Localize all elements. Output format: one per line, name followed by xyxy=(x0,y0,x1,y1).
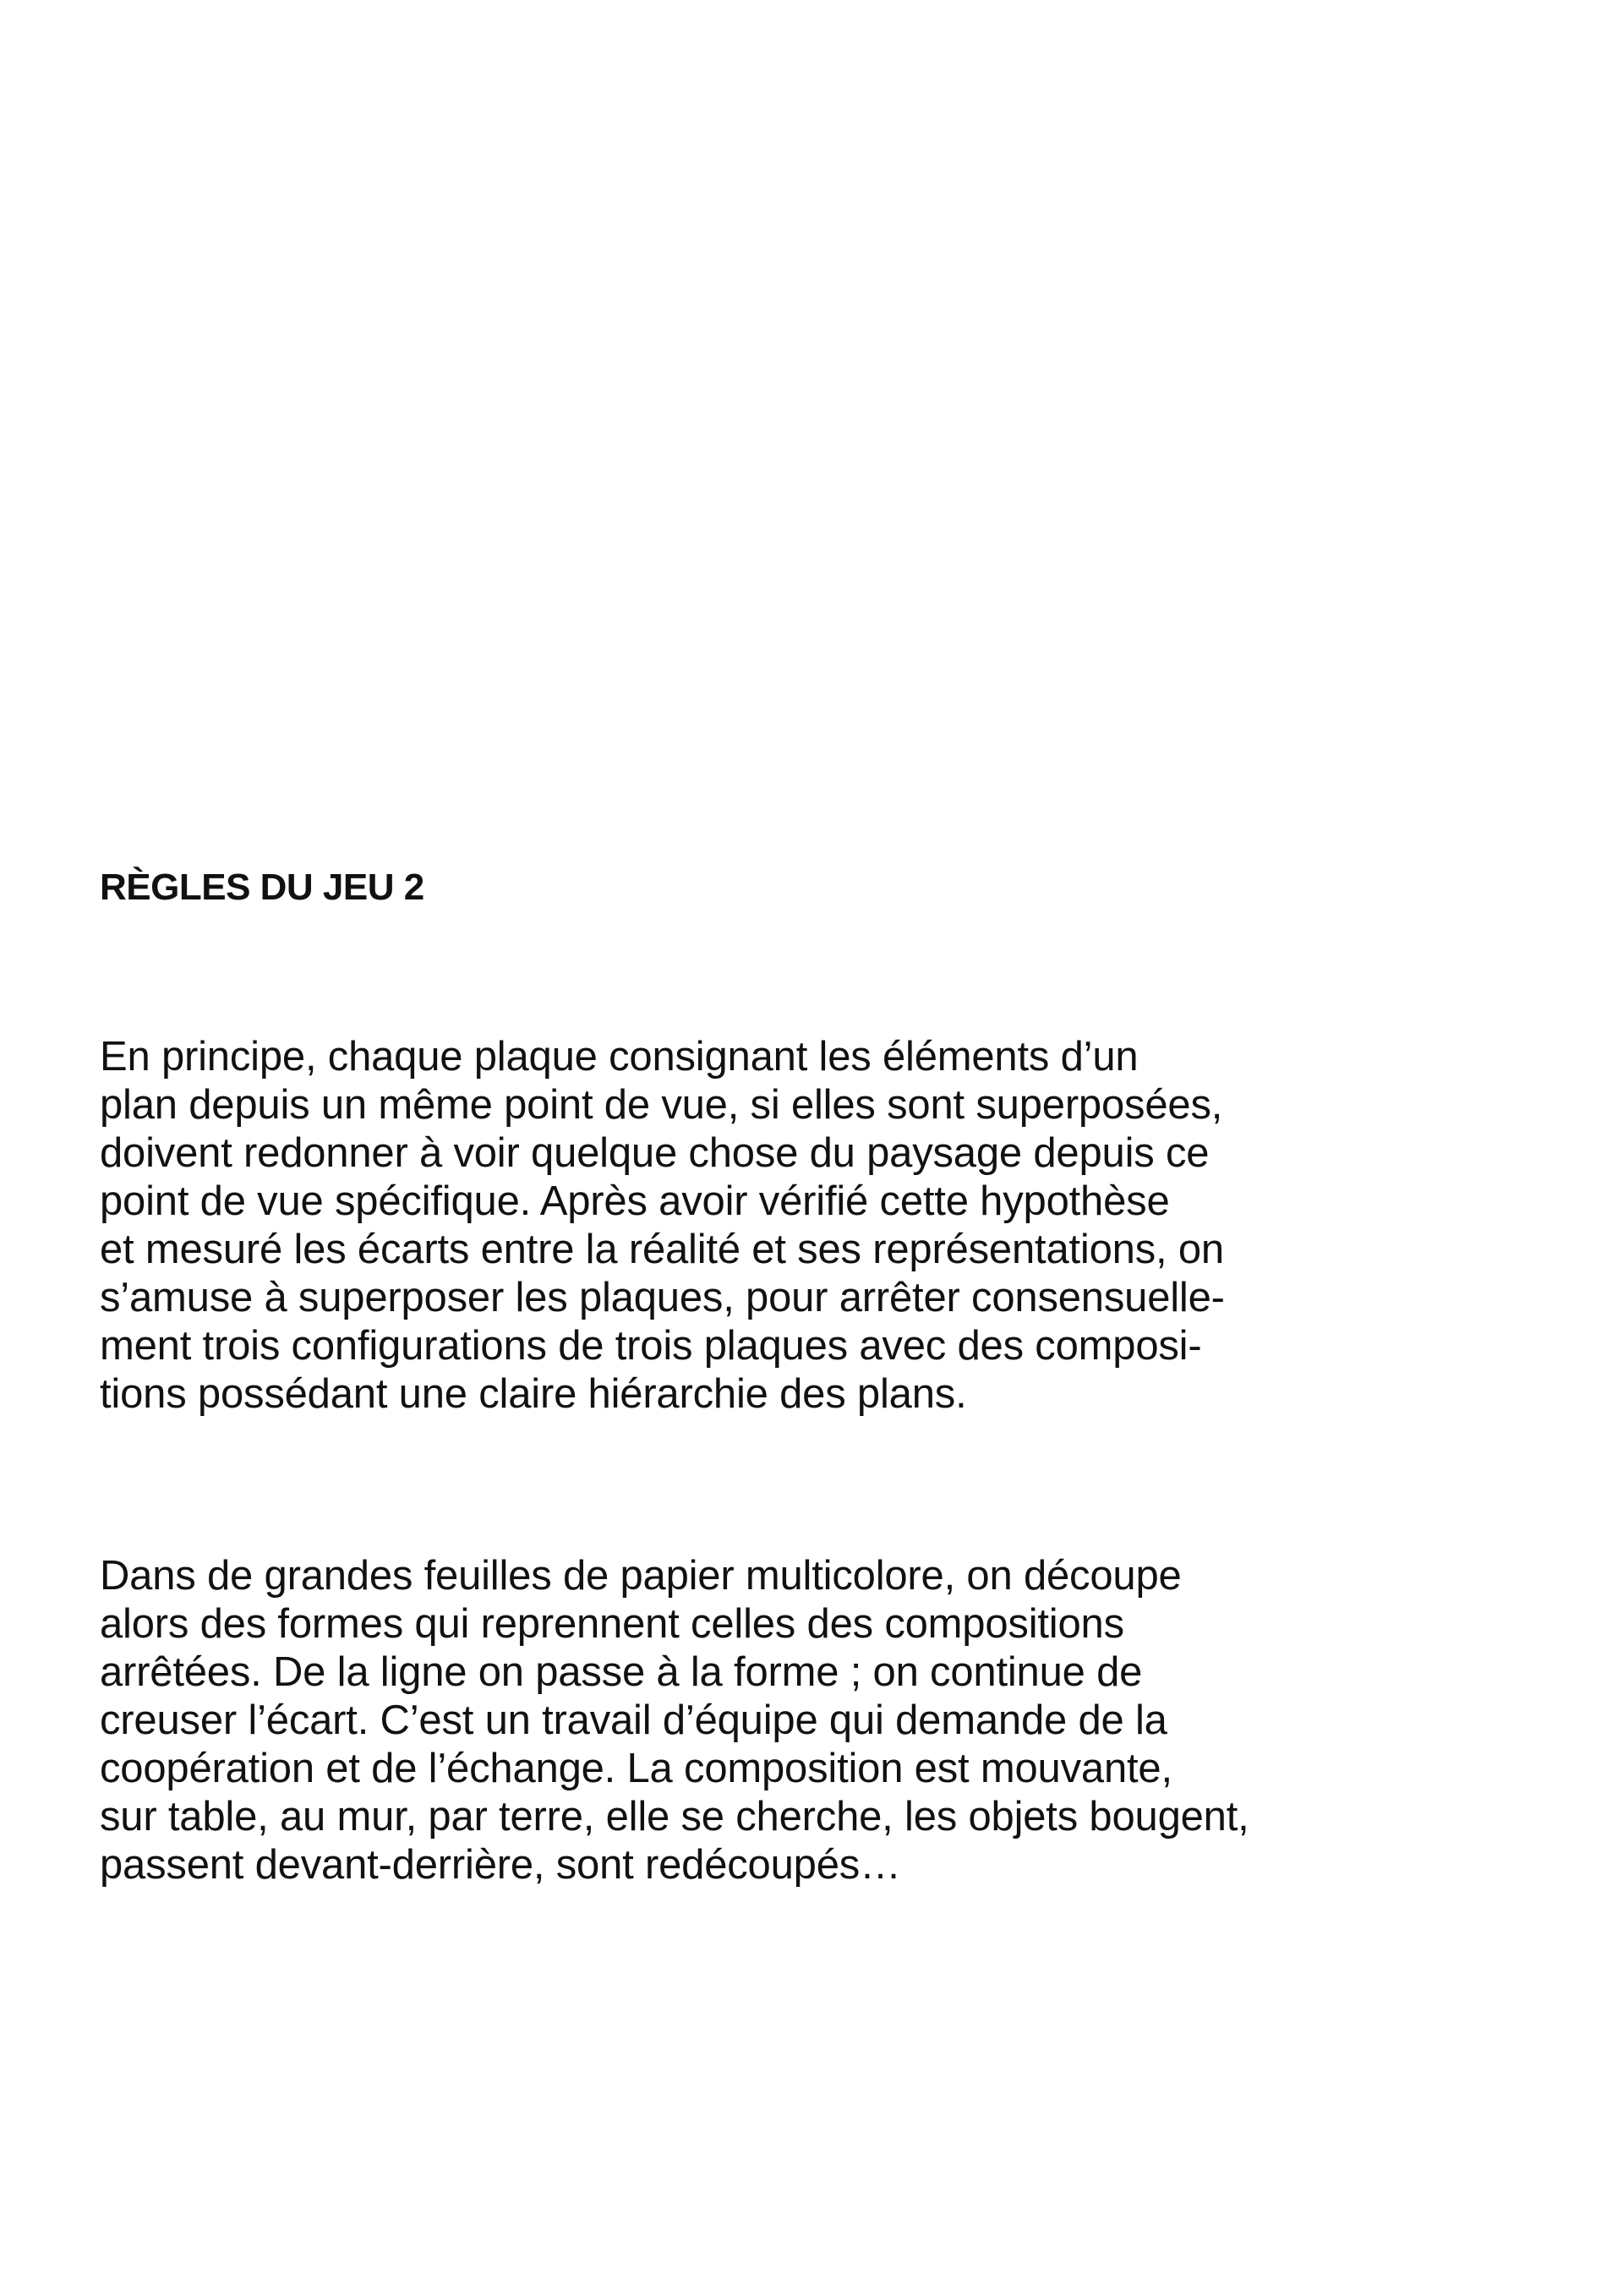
paragraph-2-line: passent devant-derrière, sont redécoupés… xyxy=(100,1842,901,1888)
paragraph-2-line: Dans de grandes feuilles de papier multicolore, on découpe xyxy=(100,1553,1182,1599)
paragraph-1-line: et mesuré les écarts entre la réalité et ses représentations, on xyxy=(100,1227,1224,1272)
paragraph-2-line: coopération et de l’échange. La composition est mouvante, xyxy=(100,1746,1172,1791)
paragraph-1-line: point de vue spécifique. Après avoir vérifié cette hypothèse xyxy=(100,1178,1170,1224)
paragraph-1-line: tions possédant une claire hiérarchie des plans. xyxy=(100,1371,967,1417)
paragraph-1 xyxy=(100,1033,1554,1419)
paragraph-1-line: ment trois configurations de trois plaques avec des composi- xyxy=(100,1323,1202,1369)
document-title: RÈGLES DU JEU 2 xyxy=(100,866,424,908)
paragraph-2-line: sur table, au mur, par terre, elle se cherche, les objets bougent, xyxy=(100,1794,1249,1840)
paragraph-2-line: creuser l’écart. C’est un travail d’équipe qui demande de la xyxy=(100,1697,1167,1743)
paragraph-2-line: arrêtées. De la ligne on passe à la forme ; on continue de xyxy=(100,1649,1143,1695)
paragraph-2 xyxy=(100,1552,1554,1889)
paragraph-1-line: En principe, chaque plaque consignant les éléments d’un xyxy=(100,1034,1139,1080)
paragraph-1-line: plan depuis un même point de vue, si elles sont superposées, xyxy=(100,1082,1223,1128)
paragraph-1-line: s’amuse à superposer les plaques, pour arrêter consensuelle- xyxy=(100,1275,1225,1320)
paragraph-1-line: doivent redonner à voir quelque chose du paysage depuis ce xyxy=(100,1130,1210,1176)
paragraph-2-line: alors des formes qui reprennent celles des compositions xyxy=(100,1601,1124,1647)
